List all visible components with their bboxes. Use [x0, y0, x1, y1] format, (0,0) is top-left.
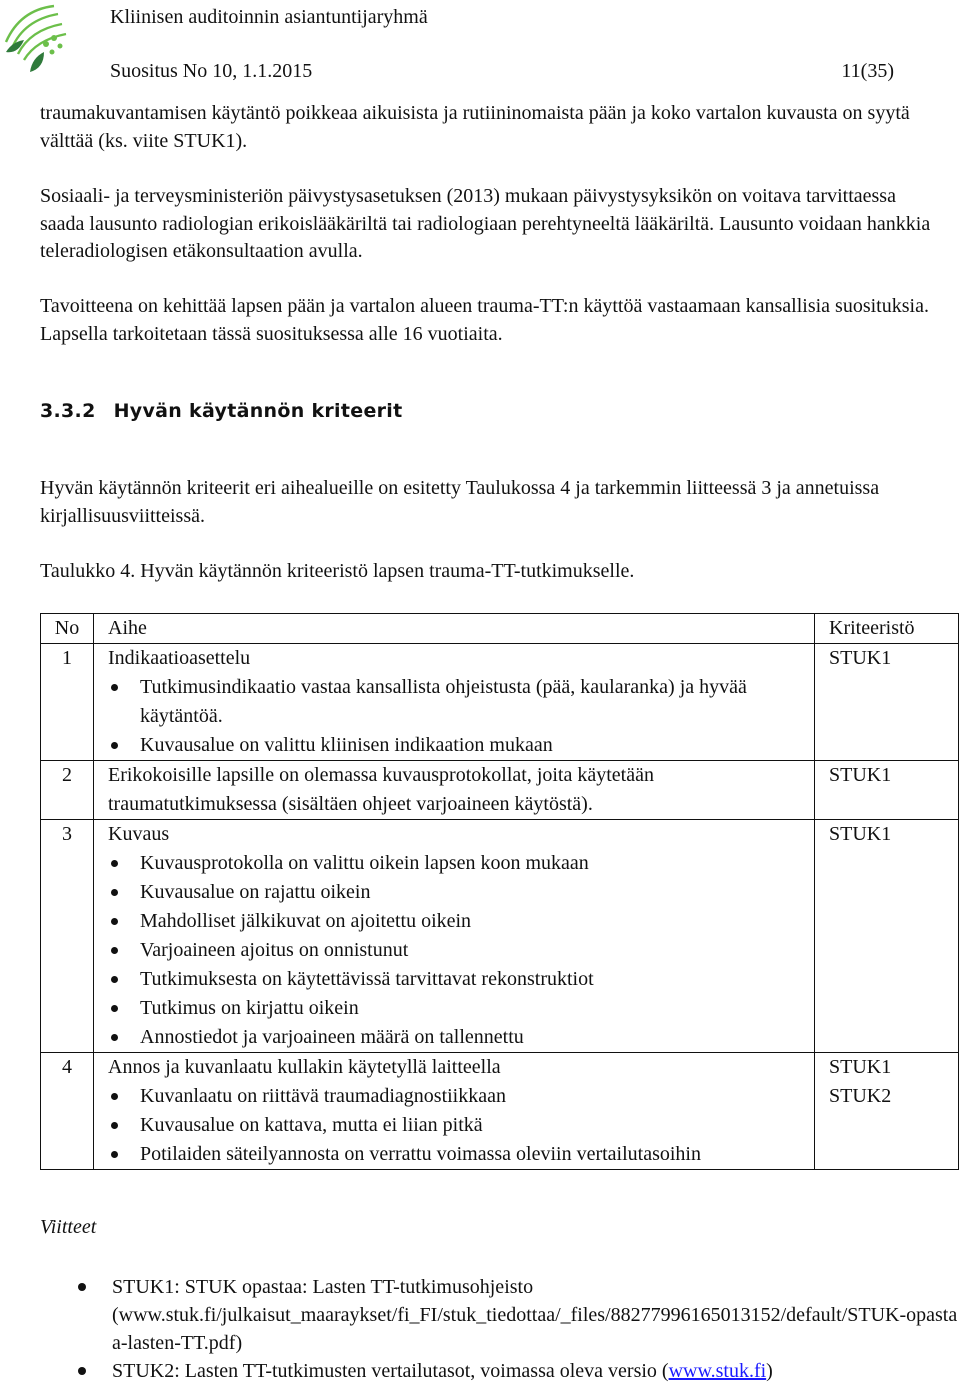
- row-number: 1: [41, 644, 94, 761]
- section-number: 3.3.2: [40, 400, 96, 422]
- row-number: 3: [41, 820, 94, 1053]
- table-row: [41, 820, 959, 1053]
- row-topic: [94, 644, 815, 761]
- list-item: Kuvausalue on valittu kliinisen indikaation mukaan: [108, 731, 814, 760]
- paragraph-2: Sosiaali- ja terveysministeriön päivystysasetuksen (2013) mukaan päivystysyksikön on voitava tarvittaessa saada lausunto radiologian erikoislääkäriltä tai radiologiaan perehtyneeltä lääkäriltä. Lausunto voidaan hankkia teleradiologisen etäkonsultaation avulla.: [40, 185, 931, 262]
- organization-logo: [2, 2, 82, 76]
- criteria-table: [40, 613, 959, 1170]
- paragraph-1: traumakuvantamisen käytäntö poikkeaa aikuisista ja rutiininomaista pään ja koko vartalon kuvausta on syytä välttää (ks. viite STUK1).: [40, 102, 910, 152]
- row-title: Annos ja kuvanlaatu kullakin käytetyllä laitteella: [108, 1056, 501, 1078]
- bullet-list: [108, 849, 814, 1052]
- row-topic: [94, 761, 815, 820]
- row-number: 2: [41, 761, 94, 820]
- criteria-ref: STUK1: [829, 823, 892, 845]
- list-item: Kuvausalue on rajattu oikein: [108, 878, 814, 907]
- list-item: Kuvanlaatu on riittävä traumadiagnostiikkaan: [108, 1082, 814, 1111]
- list-item: Tutkimus on kirjattu oikein: [108, 994, 814, 1023]
- references-list: [40, 1273, 958, 1385]
- row-topic: [94, 820, 815, 1053]
- row-topic: [94, 1053, 815, 1170]
- reference-item: [40, 1357, 958, 1385]
- row-criteria: [815, 644, 959, 761]
- list-item: Kuvausprotokolla on valittu oikein lapsen koon mukaan: [108, 849, 814, 878]
- paragraph-4: Hyvän käytännön kriteerit eri aihealueille on esitetty Taulukossa 4 ja tarkemmin liitteessä 3 ja annetuissa kirjallisuusviitteissä.: [40, 477, 880, 527]
- table-row: [41, 644, 959, 761]
- bullet-list: [108, 1082, 814, 1169]
- row-criteria: [815, 761, 959, 820]
- header-criteria: Kriteeristö: [815, 614, 959, 644]
- references-title: Viitteet: [40, 1216, 97, 1238]
- row-title: Kuvaus: [108, 823, 170, 845]
- list-item: Varjoaineen ajoitus on onnistunut: [108, 936, 814, 965]
- criteria-ref: STUK1: [829, 764, 892, 786]
- list-item: Kuvausalue on kattava, mutta ei liian pitkä: [108, 1111, 814, 1140]
- list-item: Tutkimusindikaatio vastaa kansallista ohjeistusta (pää, kaularanka) ja hyvää käytäntöä.: [108, 673, 814, 731]
- criteria-ref: STUK1: [829, 1056, 892, 1078]
- page-number: 11(35): [841, 60, 894, 82]
- reference-url: (www.stuk.fi/julkaisut_maaraykset/fi_FI/stuk_tiedottaa/_files/88277996165013152/default/STUK-opastaa-lasten-TT.pdf): [112, 1304, 958, 1354]
- list-item: Annostiedot ja varjoaineen määrä on tallennettu: [108, 1023, 814, 1052]
- section-heading: [40, 400, 403, 422]
- organization-name: Kliinisen auditoinnin asiantuntijaryhmä: [110, 6, 428, 28]
- table-row: [41, 761, 959, 820]
- document-identifier: Suositus No 10, 1.1.2015: [110, 60, 313, 82]
- table-row: [41, 1053, 959, 1170]
- header-topic: Aihe: [94, 614, 815, 644]
- stuk-link[interactable]: www.stuk.fi: [668, 1360, 767, 1382]
- row-criteria: [815, 1053, 959, 1170]
- section-title: Hyvän käytännön kriteerit: [113, 400, 403, 422]
- list-item: Potilaiden säteilyannosta on verrattu voimassa oleviin vertailutasoihin: [108, 1140, 814, 1169]
- list-item: Mahdolliset jälkikuvat on ajoitettu oikein: [108, 907, 814, 936]
- paragraph-3: Tavoitteena on kehittää lapsen pään ja vartalon alueen trauma-TT:n käyttöä vastaamaan kansallisia suosituksia. Lapsella tarkoitetaan tässä suosituksessa alle 16 vuotiaita.: [40, 295, 929, 345]
- row-criteria: [815, 820, 959, 1053]
- list-item: Tutkimuksesta on käytettävissä tarvittavat rekonstruktiot: [108, 965, 814, 994]
- header-no: No: [41, 614, 94, 644]
- reference-text: STUK2: Lasten TT-tutkimusten vertailutasot, voimassa oleva versio (: [112, 1360, 669, 1382]
- reference-item: [40, 1273, 958, 1357]
- criteria-ref: STUK2: [829, 1085, 892, 1107]
- table-caption: Taulukko 4. Hyvän käytännön kriteeristö lapsen trauma-TT-tutkimukselle.: [40, 560, 635, 582]
- row-number: 4: [41, 1053, 94, 1170]
- bullet-list: [108, 673, 814, 760]
- row-title: Erikokoisille lapsille on olemassa kuvausprotokollat, joita käytetään traumatutkimuksessa (sisältäen ohjeet varjoaineen käytöstä).: [108, 764, 654, 815]
- row-title: Indikaatioasettelu: [108, 647, 251, 669]
- reference-text: STUK1: STUK opastaa: Lasten TT-tutkimusohjeisto: [112, 1276, 534, 1298]
- criteria-ref: STUK1: [829, 647, 892, 669]
- reference-text-end: ): [766, 1360, 773, 1382]
- table-header-row: [41, 614, 959, 644]
